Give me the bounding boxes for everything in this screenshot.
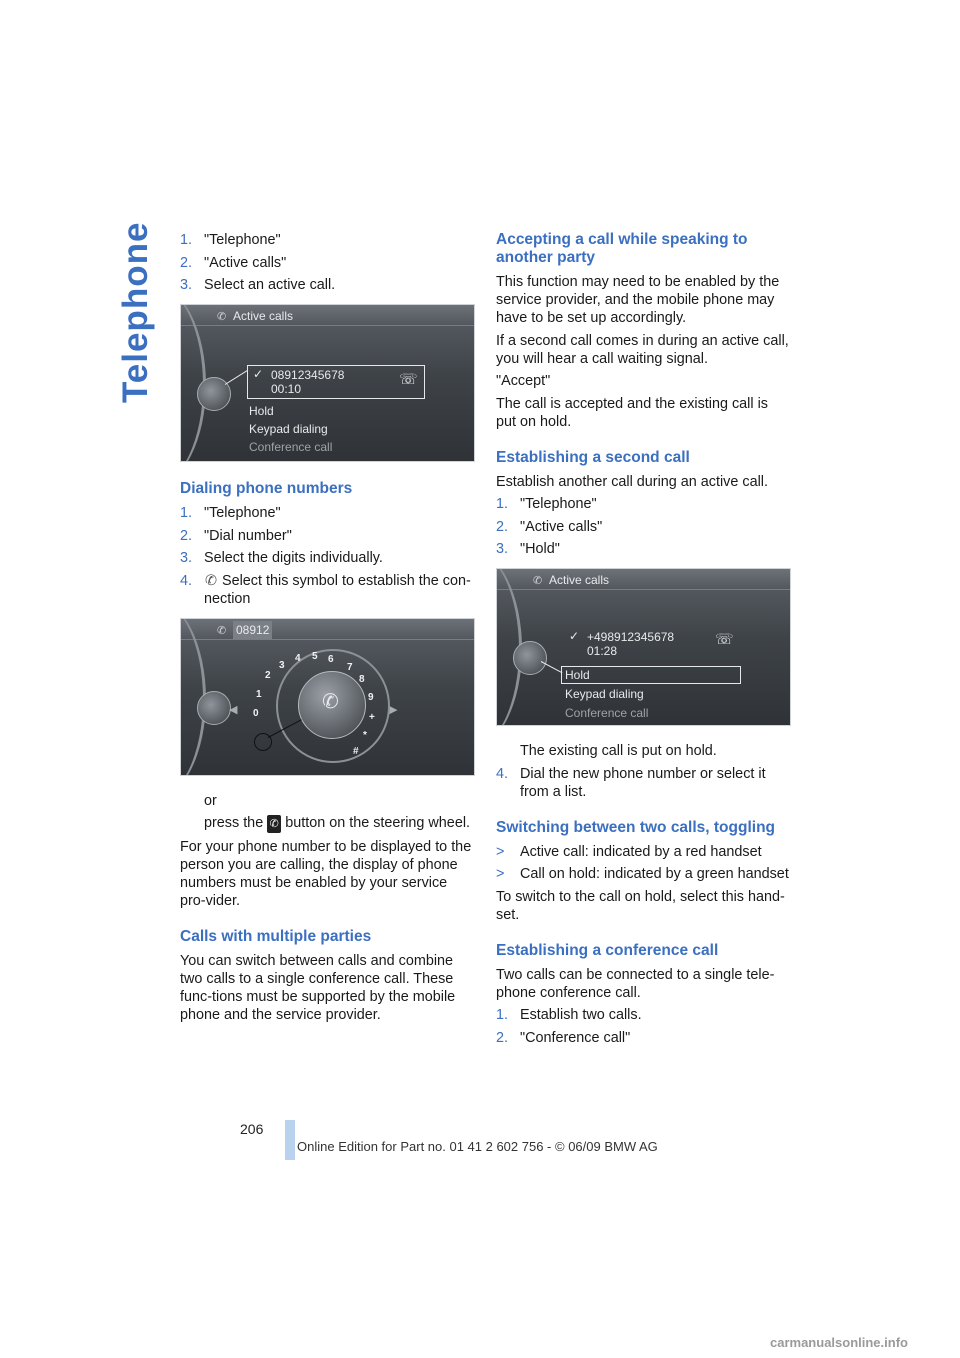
paragraph: "Accept": [496, 373, 551, 389]
screen-title: Active calls: [233, 309, 294, 323]
list-item: > Active call: indicated by a red handset: [496, 843, 762, 860]
check-icon: ✓: [253, 367, 264, 381]
list-item: 3. Select the digits individually.: [180, 550, 383, 566]
left-arrow-icon: ◀: [229, 703, 238, 716]
hold-screen: [496, 568, 791, 726]
screen-title: Active calls: [549, 573, 610, 587]
paragraph: If a second call comes in during an active call, you will hear a call waiting signal.: [496, 332, 789, 367]
multiple-parties-paragraph: You can switch between calls and combine two calls to a single conference call. These func-tions must be supported by the mobile phone and the service provider.: [180, 952, 456, 1023]
dial-number-screen: ✆ 08912 ◀ ▶ ✆ 2 3 4 5 6 7 8 9 1 0 + * #: [180, 618, 475, 776]
check-icon: ✓: [569, 629, 580, 643]
footer-text: Online Edition for Part no. 01 41 2 602 756 - © 06/09 BMW AG: [297, 1139, 658, 1154]
right-column: [496, 231, 791, 1051]
list-item: 4. ✆ Select this symbol to establish the con-nection: [180, 572, 471, 607]
hold-note: The existing call is put on hold.: [520, 743, 717, 759]
screen-topbar: [181, 305, 474, 326]
dialed-digits: 08912: [233, 621, 272, 639]
menu-item-conference: Conference call: [249, 440, 333, 454]
steering-wheel-phone-icon: ✆: [267, 815, 281, 833]
left-column: [180, 231, 475, 1028]
display-paragraph: For your phone number to be displayed to the person you are calling, the display of phone numbers must be enabled by your service pro-vider.: [180, 838, 472, 909]
paragraph: This function may need to be enabled by the service provider, and the mobile phone may have to be set up accordingly.: [496, 274, 780, 326]
list-item: 2. "Dial number": [180, 527, 292, 544]
handset-icon: ✆: [322, 690, 339, 713]
list-item: 4. Dial the new phone number or select it from a list.: [496, 765, 766, 800]
list-item: 1. "Telephone": [180, 505, 281, 521]
press-text: press the ✆ button on the steering wheel.: [204, 815, 471, 831]
call-number: 08912345678: [271, 368, 345, 382]
screen-topbar: [181, 619, 474, 640]
handset-icon: ☏: [399, 371, 418, 388]
heading-toggling: Switching between two calls, toggling: [496, 818, 776, 836]
watermark: carmanualsonline.info: [770, 1335, 908, 1350]
dialing-steps: [180, 504, 475, 608]
active-calls-screen: [180, 304, 475, 462]
list-item: 3. Select an active call.: [180, 277, 336, 293]
call-time: 00:10: [271, 382, 302, 396]
call-number: +498912345678: [587, 630, 675, 644]
list-item: 1. "Telephone": [180, 232, 281, 248]
menu-item-hold: Hold: [249, 404, 274, 418]
call-time: 01:28: [587, 644, 618, 658]
conference-steps: [496, 1006, 791, 1047]
heading-conference: Establishing a conference call: [496, 941, 719, 959]
list-item: > Call on hold: indicated by a green handset: [496, 866, 789, 882]
toggling-bullets: [496, 843, 791, 884]
screen-topbar: [497, 569, 790, 590]
paragraph: The call is accepted and the existing call is put on hold.: [496, 395, 768, 430]
heading-second-call: Establishing a second call: [496, 448, 690, 466]
heading-accepting: Accepting a call while speaking to another party: [496, 231, 748, 266]
list-item: 2. "Conference call": [496, 1029, 631, 1046]
steps-list: [180, 231, 475, 294]
handset-icon: ☏: [715, 631, 734, 648]
handset-icon: ✆: [204, 572, 218, 589]
list-item: 1. "Telephone": [496, 496, 597, 512]
or-text: or: [204, 792, 217, 809]
section-title: Telephone: [116, 221, 155, 403]
list-item: 1. Establish two calls.: [496, 1007, 642, 1023]
heading-multiple-parties: Calls with multiple parties: [180, 927, 372, 945]
phone-menu-icon: ✆: [217, 624, 227, 637]
page-number: 206: [240, 1121, 264, 1137]
menu-item-keypad: Keypad dialing: [565, 687, 644, 701]
controller-knob-icon: [197, 691, 231, 725]
phone-menu-icon: ✆: [533, 575, 543, 587]
heading-dialing: Dialing phone numbers: [180, 480, 353, 497]
controller-knob-icon: [513, 641, 547, 675]
callout-line: [225, 370, 248, 385]
footer-bar: [285, 1120, 295, 1160]
paragraph: Establish another call during an active call.: [496, 473, 768, 490]
list-item: 3. "Hold": [496, 541, 560, 557]
step-four: [496, 765, 791, 801]
right-arrow-icon: ▶: [389, 703, 398, 716]
menu-item-conference: Conference call: [565, 706, 649, 720]
paragraph: Two calls can be connected to a single tele-phone conference call.: [496, 966, 775, 1001]
paragraph: To switch to the call on hold, select this hand-set.: [496, 888, 785, 923]
phone-menu-icon: ✆: [217, 311, 227, 323]
second-call-steps: [496, 495, 791, 558]
menu-item-hold: Hold: [565, 668, 590, 682]
menu-item-keypad: Keypad dialing: [249, 422, 328, 436]
list-item: 2. "Active calls": [180, 254, 287, 271]
list-item: 2. "Active calls": [496, 518, 603, 535]
